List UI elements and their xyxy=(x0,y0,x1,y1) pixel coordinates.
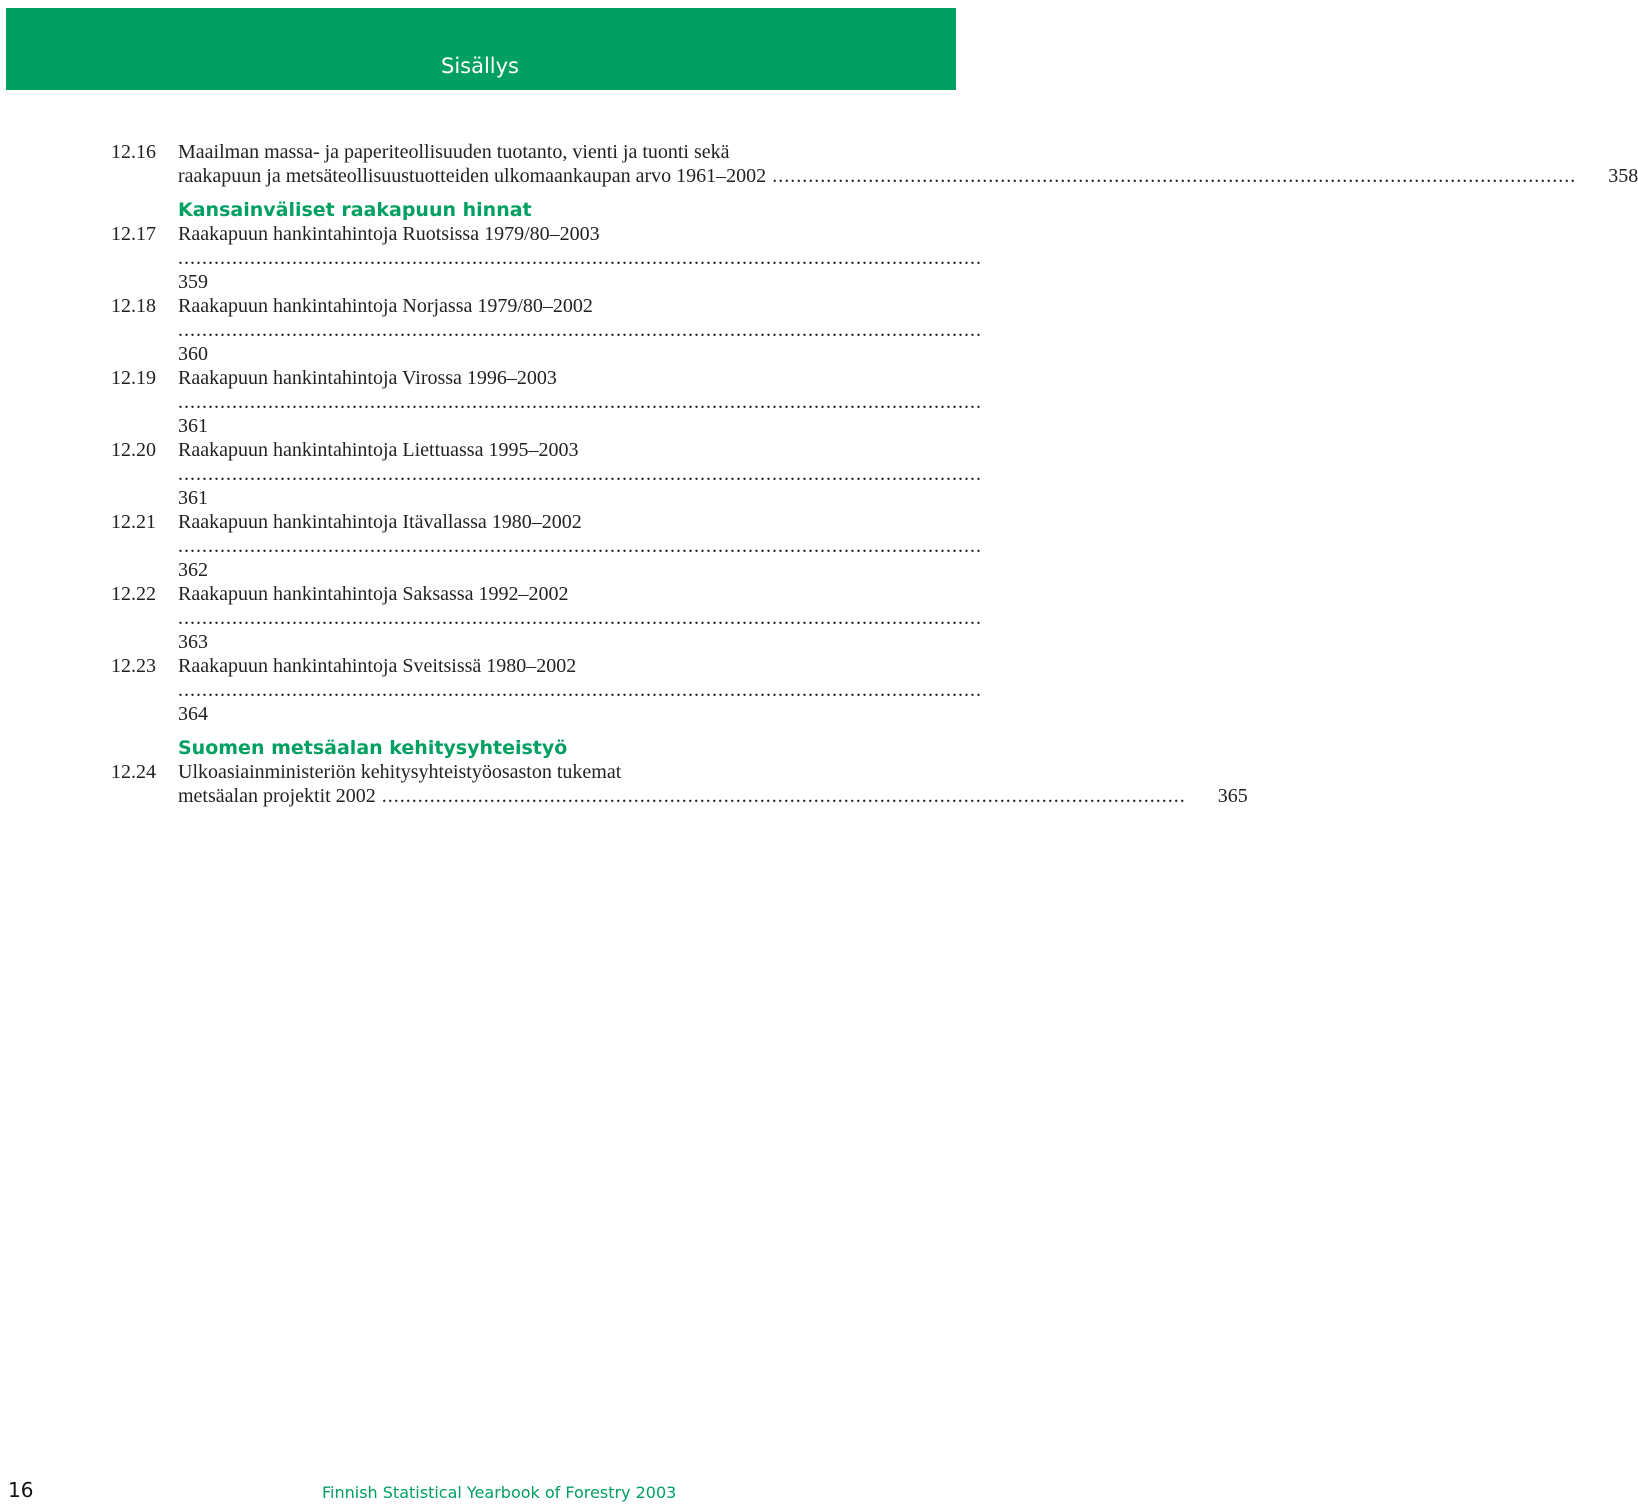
leader-dots: ...................................................................................................................................... xyxy=(178,535,982,557)
toc-page-number: 363 xyxy=(178,631,208,653)
leader-dots: ...................................................................................................................................... xyxy=(178,679,982,701)
toc-entry-title: raakapuun ja metsäteollisuustuotteiden ulkomaankaupan arvo 1961–2002 xyxy=(178,165,767,187)
toc-page-number: 362 xyxy=(178,559,208,581)
toc-entry[interactable] xyxy=(111,366,982,438)
toc-entry-title: Maailman massa- ja paperiteollisuuden tuotanto, vienti ja tuonti sekä xyxy=(178,141,730,163)
toc-entry-number: 12.20 xyxy=(111,439,156,461)
page-title: Sisällys xyxy=(440,54,519,78)
toc-entry-title: Raakapuun hankintahintoja Ruotsissa 1979/80–2003 xyxy=(178,223,600,245)
toc-entry-title: Raakapuun hankintahintoja Saksassa 1992–2002 xyxy=(178,583,569,605)
toc-page-number: 364 xyxy=(178,703,208,725)
section-heading: Kansainväliset raakapuun hinnat xyxy=(178,199,532,221)
toc-entry-number: 12.18 xyxy=(111,295,156,317)
leader-dots: ...................................................................................................................................... xyxy=(772,165,1577,187)
toc-entry[interactable] xyxy=(111,140,1638,188)
toc-entry-title: metsäalan projektit 2002 xyxy=(178,785,376,807)
toc-page-number: 359 xyxy=(178,271,208,293)
toc-entry[interactable] xyxy=(111,222,982,294)
toc-entry-number: 12.22 xyxy=(111,583,156,605)
toc-entry-number: 12.16 xyxy=(111,141,156,163)
toc-entry-number: 12.24 xyxy=(111,761,156,783)
toc-entry-number: 12.21 xyxy=(111,511,156,533)
leader-dots: ...................................................................................................................................... xyxy=(178,247,982,269)
footer-page-number: 16 xyxy=(8,1478,34,1502)
toc-entry-number: 12.19 xyxy=(111,367,156,389)
toc-page-number: 360 xyxy=(178,343,208,365)
toc-entry[interactable] xyxy=(111,760,1248,808)
toc-entry-title: Raakapuun hankintahintoja Norjassa 1979/80–2002 xyxy=(178,295,593,317)
toc-entry-title: Raakapuun hankintahintoja Sveitsissä 1980–2002 xyxy=(178,655,577,677)
leader-dots: ...................................................................................................................................... xyxy=(178,319,982,341)
leader-dots: ...................................................................................................................................... xyxy=(178,463,982,485)
leader-dots: ...................................................................................................................................... xyxy=(178,607,982,629)
section-heading: Suomen metsäalan kehitysyhteistyö xyxy=(178,737,568,759)
footer-publication-title: Finnish Statistical Yearbook of Forestry 2003 xyxy=(322,1483,677,1502)
toc-entry-title: Raakapuun hankintahintoja Liettuassa 1995–2003 xyxy=(178,439,579,461)
toc-entry-title: Ulkoasiainministeriön kehitysyhteistyöosaston tukemat xyxy=(178,761,622,783)
toc-entry-number: 12.23 xyxy=(111,655,156,677)
toc-page-number: 361 xyxy=(178,487,208,509)
toc-page-number: 358 xyxy=(1608,165,1638,187)
toc-page-number: 365 xyxy=(1217,785,1248,807)
table-of-contents xyxy=(111,140,1638,808)
leader-dots: ...................................................................................................................................... xyxy=(178,391,982,413)
toc-entry[interactable] xyxy=(111,438,982,510)
toc-entry[interactable] xyxy=(111,654,982,726)
toc-entry-number: 12.17 xyxy=(111,223,156,245)
toc-entry[interactable] xyxy=(111,582,982,654)
leader-dots: ...................................................................................................................................... xyxy=(381,785,1186,807)
toc-page-number: 361 xyxy=(178,415,208,437)
toc-entry-title: Raakapuun hankintahintoja Virossa 1996–2003 xyxy=(178,367,557,389)
toc-entry[interactable] xyxy=(111,294,982,366)
toc-entry-title: Raakapuun hankintahintoja Itävallassa 1980–2002 xyxy=(178,511,582,533)
toc-entry[interactable] xyxy=(111,510,982,582)
